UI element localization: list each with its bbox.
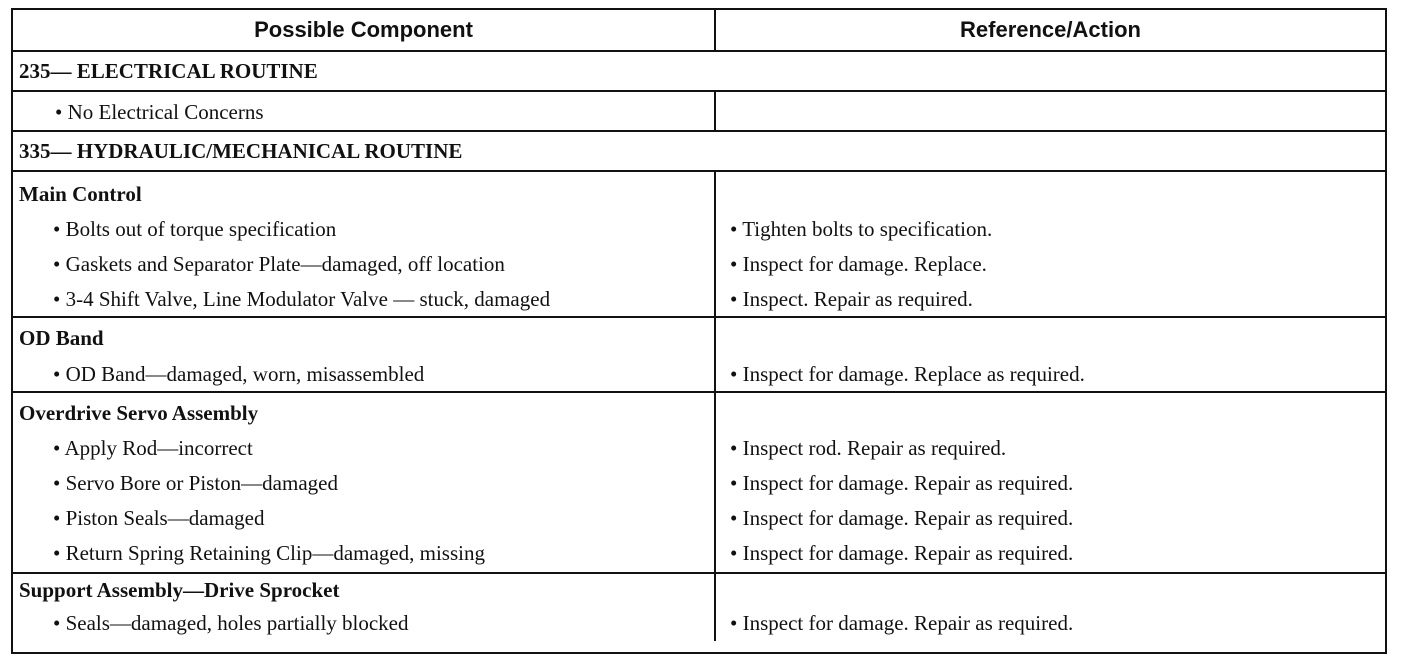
- component-item: • Servo Bore or Piston—damaged: [53, 471, 338, 495]
- action-item: • Inspect for damage. Repair as required.: [730, 611, 1074, 635]
- group-title: Overdrive Servo Assembly: [19, 401, 259, 425]
- component-item: • Apply Rod—incorrect: [53, 436, 253, 460]
- group-main-control-components: [13, 172, 716, 316]
- action-item: • Inspect for damage. Repair as required.: [730, 471, 1074, 495]
- section-235-row: [13, 92, 1385, 132]
- component-item: • Bolts out of torque specification: [53, 217, 337, 241]
- group-title: OD Band: [19, 326, 104, 350]
- table-header: [13, 10, 1385, 52]
- action-item: • Inspect rod. Repair as required.: [730, 436, 1007, 460]
- header-action: Reference/Action: [960, 17, 1141, 42]
- action-item: • Inspect for damage. Repair as required.: [730, 506, 1074, 530]
- component-item: • Gaskets and Separator Plate—damaged, off location: [53, 252, 505, 276]
- section-235-action-cell: [716, 92, 1385, 130]
- group-support-assembly-actions: [716, 574, 1385, 641]
- action-item: • Inspect for damage. Replace as required.: [730, 362, 1085, 386]
- section-235-item: • No Electrical Concerns: [55, 100, 264, 124]
- header-component: Possible Component: [13, 10, 716, 50]
- section-235-component-cell: [13, 92, 716, 130]
- group-main-control-actions: [716, 172, 1385, 316]
- action-item: • Inspect for damage. Repair as required.: [730, 541, 1074, 565]
- diagnosis-table: [11, 8, 1387, 654]
- section-235-title: 235— ELECTRICAL ROUTINE: [13, 52, 1385, 92]
- group-support-assembly-components: [13, 574, 716, 641]
- component-item: • Seals—damaged, holes partially blocked: [53, 611, 409, 635]
- group-overdrive-servo-actions: [716, 393, 1385, 572]
- section-335-title: 335— HYDRAULIC/MECHANICAL ROUTINE: [13, 132, 1385, 172]
- component-item: • Piston Seals—damaged: [53, 506, 265, 530]
- group-support-assembly: [13, 574, 1385, 641]
- component-item: • Return Spring Retaining Clip—damaged, missing: [53, 541, 485, 565]
- group-overdrive-servo-components: [13, 393, 716, 572]
- group-title: Support Assembly—Drive Sprocket: [19, 578, 340, 602]
- action-item: • Inspect. Repair as required.: [730, 287, 973, 311]
- group-main-control: [13, 172, 1385, 318]
- component-item: • OD Band—damaged, worn, misassembled: [53, 362, 425, 386]
- group-overdrive-servo: [13, 393, 1385, 574]
- component-item: • 3-4 Shift Valve, Line Modulator Valve — stuck, damaged: [53, 287, 551, 311]
- group-od-band-actions: [716, 318, 1385, 391]
- action-item: • Inspect for damage. Replace.: [730, 252, 987, 276]
- group-title: Main Control: [19, 182, 142, 206]
- group-od-band-components: [13, 318, 716, 391]
- group-od-band: [13, 318, 1385, 393]
- action-item: • Tighten bolts to specification.: [730, 217, 993, 241]
